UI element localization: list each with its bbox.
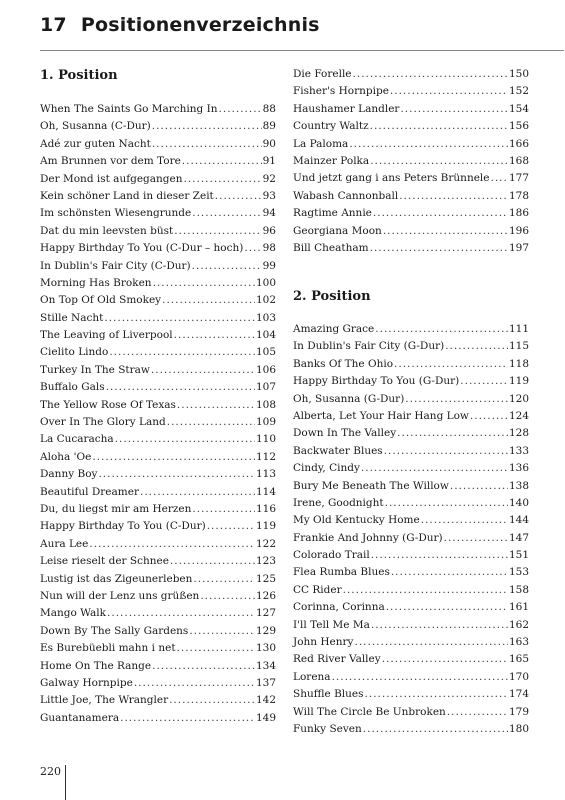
- toc-entry-page: 137: [255, 676, 276, 689]
- toc-leader-dots: [399, 188, 508, 205]
- toc-entry: [40, 344, 276, 361]
- toc-entry-page: 130: [255, 642, 276, 655]
- toc-leader-dots: [386, 599, 508, 616]
- toc-entry: [293, 101, 529, 118]
- toc-leader-dots: [460, 373, 508, 390]
- toc-leader-dots: [177, 640, 255, 657]
- toc-entry-page: 180: [508, 722, 529, 735]
- toc-leader-dots: [244, 240, 261, 257]
- toc-leader-dots: [363, 721, 508, 738]
- toc-entry-title: Oh, Susanna (C-Dur): [40, 120, 151, 133]
- toc-entry-title: The Yellow Rose Of Texas: [40, 398, 176, 411]
- toc-entry: [40, 431, 276, 448]
- toc-leader-dots: [200, 588, 255, 605]
- toc-leader-dots: [375, 321, 508, 338]
- toc-entry: [293, 118, 529, 135]
- toc-entry-title: In Dublin's Fair City (C-Dur): [40, 259, 191, 272]
- toc-entry-page: 136: [508, 462, 529, 475]
- toc-entry-title: Cielito Lindo: [40, 346, 109, 359]
- toc-leader-dots: [170, 553, 255, 570]
- toc-entry-page: 107: [255, 381, 276, 394]
- toc-leader-dots: [421, 512, 508, 529]
- toc-entry: [293, 373, 529, 390]
- toc-leader-dots: [382, 651, 508, 668]
- toc-entry-title: Happy Birthday To You (G-Dur): [293, 375, 460, 388]
- toc-list-right-top: [293, 66, 529, 257]
- toc-entry-page: 123: [255, 555, 276, 568]
- toc-entry: [293, 391, 529, 408]
- toc-entry-page: 177: [508, 172, 529, 185]
- toc-entry-title: Will The Circle Be Unbroken: [293, 705, 446, 718]
- toc-entry: [293, 704, 529, 721]
- toc-entry-title: Amazing Grace: [293, 323, 375, 335]
- toc-entry-title: Funky Seven: [293, 722, 362, 735]
- toc-entry-page: 142: [255, 694, 276, 707]
- section-title-position-2: 2. Position: [293, 289, 371, 304]
- toc-entry-title: Lustig ist das Zigeunerleben: [40, 572, 193, 585]
- toc-leader-dots: [391, 564, 508, 581]
- toc-entry: [40, 258, 276, 275]
- toc-entry-page: 154: [508, 102, 529, 115]
- toc-entry-page: 106: [255, 363, 276, 376]
- toc-entry-page: 94: [262, 207, 276, 220]
- toc-entry: [293, 223, 529, 240]
- toc-entry: [40, 571, 276, 588]
- toc-leader-dots: [447, 704, 508, 721]
- toc-entry-page: 126: [255, 589, 276, 602]
- toc-leader-dots: [167, 414, 255, 431]
- toc-entry: [40, 397, 276, 414]
- toc-entry-page: 162: [508, 618, 529, 631]
- toc-entry-page: 140: [508, 496, 529, 509]
- toc-entry-title: La Paloma: [293, 137, 349, 150]
- toc-leader-dots: [134, 675, 255, 692]
- footer-divider: [65, 765, 66, 800]
- toc-entry-title: Frankie And Johnny (G-Dur): [293, 531, 443, 544]
- toc-entry-title: Georgiana Moon: [293, 224, 382, 237]
- toc-entry: [293, 356, 529, 373]
- toc-entry-page: 112: [255, 450, 276, 463]
- toc-entry: [40, 275, 276, 292]
- chapter-heading: [40, 14, 320, 36]
- toc-entry-title: Guantanamera: [40, 711, 120, 724]
- toc-entry-page: 150: [508, 68, 529, 80]
- toc-leader-dots: [390, 83, 508, 100]
- toc-entry-title: Banks Of The Ohio: [293, 357, 394, 370]
- toc-leader-dots: [152, 118, 262, 135]
- toc-entry-page: 113: [255, 468, 276, 481]
- toc-entry: [40, 240, 276, 257]
- toc-entry: [40, 223, 276, 240]
- toc-entry-title: Down In The Valley: [293, 427, 397, 440]
- toc-entry-title: Turkey In The Straw: [40, 363, 150, 376]
- toc-list-right-bottom: [293, 321, 529, 738]
- toc-entry: [40, 414, 276, 431]
- toc-entry: [40, 692, 276, 709]
- toc-entry-page: 165: [508, 653, 529, 666]
- toc-entry-title: Dat du min leevsten büst: [40, 224, 174, 237]
- toc-entry-page: 149: [255, 711, 276, 724]
- toc-entry-page: 88: [262, 103, 276, 115]
- toc-leader-dots: [371, 617, 508, 634]
- toc-entry-title: In Dublin's Fair City (G-Dur): [293, 340, 445, 353]
- toc-entry-title: Stille Nacht: [40, 311, 104, 324]
- toc-entry-page: 111: [508, 323, 529, 335]
- toc-entry-page: 105: [255, 346, 276, 359]
- toc-leader-dots: [353, 66, 508, 83]
- toc-leader-dots: [343, 582, 508, 599]
- toc-entry: [40, 605, 276, 622]
- toc-entry: [40, 658, 276, 675]
- toc-entry-page: 109: [255, 416, 276, 429]
- toc-entry-title: Little Joe, The Wrangler: [40, 694, 169, 707]
- toc-entry-page: 91: [262, 155, 276, 168]
- toc-entry-page: 161: [508, 601, 529, 614]
- toc-entry-title: Beautiful Dreamer: [40, 485, 139, 498]
- toc-entry-page: 110: [255, 433, 276, 446]
- toc-entry: [293, 188, 529, 205]
- toc-entry-title: Du, du liegst mir am Herzen: [40, 502, 192, 515]
- toc-entry: [40, 171, 276, 188]
- toc-entry: [293, 460, 529, 477]
- toc-entry: [40, 379, 276, 396]
- toc-entry: [40, 484, 276, 501]
- toc-leader-dots: [177, 397, 255, 414]
- toc-entry: [293, 170, 529, 187]
- toc-entry-page: 98: [262, 242, 276, 255]
- toc-entry: [40, 118, 276, 135]
- toc-entry-page: 134: [255, 659, 276, 672]
- toc-entry: [293, 669, 529, 686]
- toc-leader-dots: [450, 478, 508, 495]
- toc-leader-dots: [193, 571, 255, 588]
- toc-entry-title: Happy Birthday To You (C-Dur): [40, 520, 206, 533]
- toc-entry: [40, 153, 276, 170]
- toc-entry: [293, 564, 529, 581]
- toc-leader-dots: [152, 658, 255, 675]
- toc-leader-dots: [445, 338, 508, 355]
- toc-entry-title: Haushamer Landler: [293, 102, 400, 115]
- toc-entry: [40, 623, 276, 640]
- toc-entry-title: CC Rider: [293, 583, 342, 596]
- toc-entry-page: 119: [255, 520, 276, 533]
- toc-list-left: [40, 101, 276, 727]
- toc-entry: [40, 205, 276, 222]
- toc-entry-page: 158: [508, 583, 529, 596]
- toc-leader-dots: [354, 634, 507, 651]
- toc-entry-page: 99: [262, 259, 276, 272]
- toc-entry: [40, 675, 276, 692]
- toc-entry: [40, 518, 276, 535]
- toc-entry-page: 129: [255, 624, 276, 637]
- toc-leader-dots: [370, 118, 508, 135]
- toc-leader-dots: [109, 344, 255, 361]
- toc-entry: [293, 582, 529, 599]
- toc-entry-title: Irene, Goodnight: [293, 496, 384, 509]
- toc-leader-dots: [370, 240, 508, 257]
- toc-entry-title: Nun will der Lenz uns grüßen: [40, 589, 200, 602]
- toc-leader-dots: [332, 669, 508, 686]
- toc-entry-page: 102: [255, 294, 276, 307]
- toc-leader-dots: [491, 170, 508, 187]
- toc-leader-dots: [107, 605, 255, 622]
- toc-leader-dots: [207, 518, 255, 535]
- toc-entry: [40, 710, 276, 727]
- toc-entry-title: When The Saints Go Marching In: [40, 103, 218, 115]
- toc-leader-dots: [383, 223, 508, 240]
- toc-entry-page: 151: [508, 549, 529, 562]
- toc-entry-title: Danny Boy: [40, 468, 98, 481]
- toc-entry: [40, 553, 276, 570]
- toc-entry: [293, 205, 529, 222]
- toc-entry-title: My Old Kentucky Home: [293, 514, 420, 527]
- toc-entry: [293, 425, 529, 442]
- toc-entry-title: Shuffle Blues: [293, 688, 364, 701]
- toc-leader-dots: [192, 501, 255, 518]
- toc-entry-page: 133: [508, 444, 529, 457]
- toc-leader-dots: [183, 171, 261, 188]
- toc-entry-page: 104: [255, 329, 276, 342]
- toc-leader-dots: [174, 327, 255, 344]
- toc-entry-title: Im schönsten Wiesengrunde: [40, 207, 192, 220]
- toc-entry-title: Corinna, Corinna: [293, 601, 385, 614]
- toc-entry-page: 125: [255, 572, 276, 585]
- toc-leader-dots: [106, 379, 255, 396]
- toc-entry-page: 152: [508, 85, 529, 98]
- toc-entry-title: Galway Hornpipe: [40, 676, 133, 689]
- toc-leader-dots: [169, 692, 255, 709]
- toc-leader-dots: [192, 205, 261, 222]
- toc-leader-dots: [182, 153, 262, 170]
- toc-entry-title: Happy Birthday To You (C-Dur – hoch): [40, 242, 244, 255]
- toc-entry-title: John Henry: [293, 636, 354, 649]
- toc-entry-page: 108: [255, 398, 276, 411]
- toc-entry: [293, 153, 529, 170]
- toc-entry-title: Country Waltz: [293, 120, 369, 133]
- toc-leader-dots: [215, 188, 262, 205]
- toc-entry: [293, 512, 529, 529]
- toc-entry: [40, 136, 276, 153]
- toc-entry-page: 128: [508, 427, 529, 440]
- toc-entry-title: Ragtime Annie: [293, 207, 372, 220]
- toc-entry-title: Wabash Cannonball: [293, 189, 399, 202]
- toc-entry: [293, 721, 529, 738]
- toc-entry: [40, 501, 276, 518]
- toc-entry-page: 89: [262, 120, 276, 133]
- toc-entry: [293, 651, 529, 668]
- toc-entry-title: Bury Me Beneath The Willow: [293, 479, 449, 492]
- toc-leader-dots: [470, 408, 508, 425]
- toc-leader-dots: [371, 547, 508, 564]
- toc-entry: [293, 83, 529, 100]
- toc-entry-title: Die Forelle: [293, 68, 352, 80]
- toc-leader-dots: [361, 460, 508, 477]
- toc-entry: [40, 588, 276, 605]
- toc-entry: [40, 466, 276, 483]
- toc-leader-dots: [385, 495, 508, 512]
- toc-leader-dots: [192, 258, 262, 275]
- toc-entry-page: 115: [508, 340, 529, 353]
- toc-entry-title: Colorado Trail: [293, 549, 370, 562]
- toc-entry-page: 186: [508, 207, 529, 220]
- toc-entry-page: 166: [508, 137, 529, 150]
- toc-leader-dots: [151, 362, 255, 379]
- heading-divider: [40, 50, 564, 51]
- toc-entry: [293, 547, 529, 564]
- toc-leader-dots: [189, 623, 255, 640]
- toc-entry: [293, 240, 529, 257]
- toc-entry: [293, 617, 529, 634]
- toc-leader-dots: [394, 356, 508, 373]
- toc-entry: [293, 599, 529, 616]
- chapter-number: 17: [40, 14, 67, 36]
- toc-entry-title: Der Mond ist aufgegangen: [40, 172, 183, 185]
- toc-leader-dots: [174, 223, 261, 240]
- toc-entry: [40, 362, 276, 379]
- toc-entry-page: 93: [262, 189, 276, 202]
- toc-entry-title: On Top Of Old Smokey: [40, 294, 162, 307]
- toc-leader-dots: [162, 292, 255, 309]
- toc-entry-page: 120: [508, 392, 529, 405]
- toc-leader-dots: [115, 431, 255, 448]
- toc-leader-dots: [219, 101, 262, 118]
- toc-leader-dots: [152, 136, 262, 153]
- toc-entry-title: Lorena: [293, 670, 331, 683]
- toc-entry-title: Mainzer Polka: [293, 154, 370, 167]
- toc-leader-dots: [365, 686, 508, 703]
- toc-leader-dots: [140, 484, 255, 501]
- toc-entry-title: The Leaving of Liverpool: [40, 329, 173, 342]
- toc-entry-page: 96: [262, 224, 276, 237]
- toc-entry: [293, 136, 529, 153]
- toc-entry-title: Down By The Sally Gardens: [40, 624, 189, 637]
- toc-entry: [40, 327, 276, 344]
- toc-entry: [40, 640, 276, 657]
- toc-leader-dots: [444, 530, 508, 547]
- toc-entry-page: 147: [508, 531, 529, 544]
- toc-entry-title: I'll Tell Me Ma: [293, 618, 370, 631]
- section-title-position-1: 1. Position: [40, 68, 118, 83]
- toc-entry: [293, 338, 529, 355]
- toc-entry-page: 92: [262, 172, 276, 185]
- toc-entry-page: 178: [508, 189, 529, 202]
- toc-leader-dots: [98, 466, 255, 483]
- toc-entry: [40, 101, 276, 118]
- toc-entry-title: Red River Valley: [293, 653, 381, 666]
- toc-entry: [293, 443, 529, 460]
- toc-entry: [293, 478, 529, 495]
- toc-entry-title: Aura Lee: [40, 537, 89, 550]
- toc-entry-page: 114: [255, 485, 276, 498]
- toc-leader-dots: [370, 153, 508, 170]
- toc-entry: [40, 292, 276, 309]
- page-number: 220: [40, 765, 61, 778]
- toc-entry-title: Mango Walk: [40, 607, 107, 620]
- toc-entry: [293, 495, 529, 512]
- toc-entry: [293, 530, 529, 547]
- toc-entry-page: 122: [255, 537, 276, 550]
- chapter-title: Positionenverzeichnis: [80, 14, 320, 36]
- toc-entry-page: 174: [508, 688, 529, 701]
- toc-leader-dots: [349, 136, 508, 153]
- toc-leader-dots: [397, 425, 508, 442]
- toc-entry-title: Adé zur guten Nacht: [40, 137, 151, 150]
- toc-leader-dots: [153, 275, 255, 292]
- toc-entry: [293, 321, 529, 338]
- toc-leader-dots: [92, 449, 255, 466]
- toc-leader-dots: [373, 205, 508, 222]
- toc-entry-title: Over In The Glory Land: [40, 416, 166, 429]
- toc-entry-page: 100: [255, 276, 276, 289]
- toc-entry-page: 119: [508, 375, 529, 388]
- toc-entry-title: Kein schöner Land in dieser Zeit: [40, 189, 214, 202]
- toc-entry-page: 144: [508, 514, 529, 527]
- toc-entry-title: Am Brunnen vor dem Tore: [40, 155, 181, 168]
- toc-entry: [40, 449, 276, 466]
- toc-leader-dots: [104, 310, 255, 327]
- toc-entry: [40, 310, 276, 327]
- toc-entry: [293, 66, 529, 83]
- toc-entry-page: 116: [255, 502, 276, 515]
- toc-entry-page: 124: [508, 409, 529, 422]
- toc-entry-title: Es Burebüebli mahn i net: [40, 642, 176, 655]
- toc-entry-page: 196: [508, 224, 529, 237]
- toc-entry-title: Leise rieselt der Schnee: [40, 555, 169, 568]
- toc-entry-title: Und jetzt gang i ans Peters Brünnele: [293, 172, 490, 185]
- toc-entry-title: Fisher's Hornpipe: [293, 85, 389, 98]
- toc-entry-title: Aloha 'Oe: [40, 450, 92, 463]
- toc-entry-page: 138: [508, 479, 529, 492]
- toc-entry-page: 127: [255, 607, 276, 620]
- toc-leader-dots: [120, 710, 255, 727]
- toc-entry-title: Bill Cheatham: [293, 241, 369, 254]
- toc-entry-page: 197: [508, 241, 529, 254]
- toc-entry-title: Backwater Blues: [293, 444, 383, 457]
- toc-entry-title: Alberta, Let Your Hair Hang Low: [293, 409, 469, 422]
- toc-entry-page: 156: [508, 120, 529, 133]
- toc-entry: [40, 188, 276, 205]
- toc-entry-title: Morning Has Broken: [40, 276, 152, 289]
- toc-leader-dots: [89, 536, 255, 553]
- toc-entry: [293, 634, 529, 651]
- toc-entry: [293, 686, 529, 703]
- toc-entry: [40, 536, 276, 553]
- toc-entry-title: La Cucaracha: [40, 433, 114, 446]
- toc-entry-page: 170: [508, 670, 529, 683]
- toc-leader-dots: [384, 443, 508, 460]
- toc-entry-title: Home On The Range: [40, 659, 152, 672]
- toc-entry-title: Oh, Susanna (G-Dur): [293, 392, 405, 405]
- toc-entry: [293, 408, 529, 425]
- toc-entry-page: 163: [508, 636, 529, 649]
- toc-entry-page: 103: [255, 311, 276, 324]
- toc-entry-page: 179: [508, 705, 529, 718]
- toc-entry-page: 90: [262, 137, 276, 150]
- toc-entry-title: Buffalo Gals: [40, 381, 105, 394]
- toc-entry-title: Flea Rumba Blues: [293, 566, 390, 579]
- toc-entry-page: 153: [508, 566, 529, 579]
- toc-entry-page: 168: [508, 154, 529, 167]
- toc-leader-dots: [400, 101, 508, 118]
- toc-leader-dots: [405, 391, 508, 408]
- toc-entry-title: Cindy, Cindy: [293, 462, 360, 475]
- toc-entry-page: 118: [508, 357, 529, 370]
